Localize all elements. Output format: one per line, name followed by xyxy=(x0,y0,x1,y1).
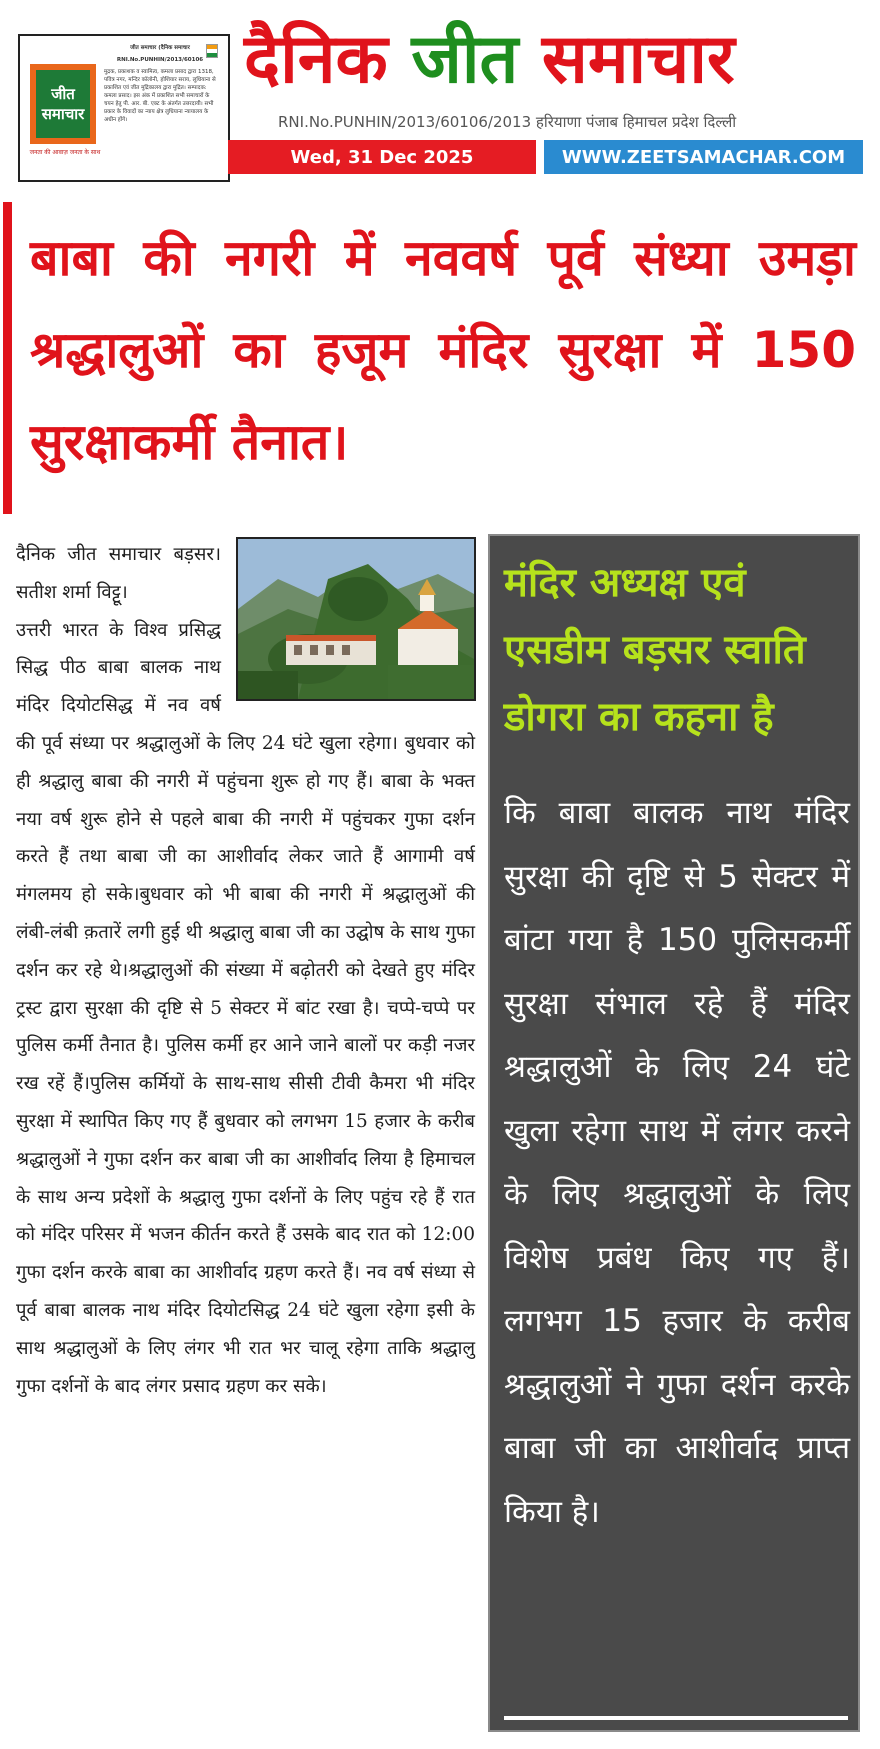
website-link[interactable]: WWW.ZEETSAMACHAR.COM xyxy=(544,140,863,174)
imprint-rni: RNI.No.PUNHIN/2013/60106 xyxy=(116,57,204,63)
imprint-body: मुद्रक, प्रकाशक व स्वामित्व, कमला प्रसाद द्वारा 1318, पवित्र नगर, मन्दिर कॉलोनी, होशियार सराय, लुधियाना से प्रकाशित एवं जीत मुद्रिकालय द्वारा मुद्रित। सम्पादक: कमला प्रसाद। इस अंक में प्रकाशित सभी समाचारों के चयन हेतु पी. आर. बी. एक्ट के अंतर्गत उत्तरदायी। सभी प्रकार के विवादों का न्याय क्षेत्र लुधियाना न्यायालय के अधीन होंगे। xyxy=(104,69,216,123)
newspaper-logo xyxy=(30,64,96,144)
headline-accent-bar xyxy=(3,202,12,514)
sidebar-text: कि बाबा बालक नाथ मंदिर सुरक्षा की दृष्टि से 5 सेक्टर में बांटा गया है 150 पुलिसकर्मी सुरक्षा संभाल रहे हैं मंदिर श्रद्धालुओं के लिए 24 घंटे खुला रहेगा साथ में लंगर करने के लिए श्रद्धालुओं के लिए विशेष प्रबंध किए गए हैं।लगभग 15 हजार के करीब श्रद्धालुओं ने गुफा दर्शन करके बाबा जी का आशीर्वाद प्राप्त किया है। xyxy=(504,795,850,1530)
imprint-heading: जीत समाचार (दैनिक समाचार xyxy=(130,45,190,51)
quote-sidebar xyxy=(488,534,860,1732)
title-part-jeet: जीत xyxy=(411,20,519,99)
sidebar-rule xyxy=(504,1716,848,1720)
newspaper-title xyxy=(244,16,864,104)
sidebar-title: मंदिर अध्यक्ष एवं एसडीम बड़सर स्वाति डोगरा का कहना है xyxy=(504,560,806,740)
title-part-dainik: दैनिक xyxy=(244,20,388,99)
india-flag-icon xyxy=(206,44,218,58)
logo-caption: जनता की आवाज़ जनता के साथ xyxy=(29,149,101,156)
imprint-box xyxy=(18,34,230,182)
imprint-text xyxy=(104,44,216,124)
date-bar: Wed, 31 Dec 2025 xyxy=(228,140,536,174)
logo-text-line1: जीत xyxy=(51,85,75,103)
headline: बाबा की नगरी में नववर्ष पूर्व संध्या उमड़ा श्रद्धालुओं का हजूम मंदिर सुरक्षा में 150 सुरक्षाकर्मी तैनात। xyxy=(30,229,856,471)
rni-line: RNI.No.PUNHIN/2013/60106/2013 हरियाणा पंजाब हिमाचल प्रदेश दिल्ली xyxy=(278,113,737,131)
article-body xyxy=(16,536,475,1405)
article-dateline: दैनिक जीत समाचार बड़सर। सतीश शर्मा विट्टू। xyxy=(16,544,221,603)
photo-placeholder xyxy=(235,538,475,700)
article-text: उत्तरी भारत के विश्व प्रसिद्ध सिद्ध पीठ बाबा बालक नाथ मंदिर दियोटसिद्ध में नव वर्ष की पूर्व संध्या पर श्रद्धालुओं के लिए 24 घंटे खुला रहेगा। बुधवार को ही श्रद्धालु बाबा की नगरी में पहुंचना शुरू हो गए हैं। बाबा के भक्त नया वर्ष शुरू होने से पहले बाबा की नगरी में पहुंचकर गुफा दर्शन करते हैं तथा बाबा जी का आशीर्वाद लेकर जाते हैं आगामी वर्ष मंगलमय हो सके।बुधवार को भी बाबा की नगरी में श्रद्धालुओं की लंबी-लंबी क़तारें लगी हुई थी श्रद्धालु बाबा जी का उद्घोष के साथ गुफा दर्शन कर रहे थे।श्रद्धालुओं की संख्या में बढ़ोतरी को देखते हुए मंदिर ट्रस्ट द्वारा सुरक्षा की दृष्टि से 5 सेक्टर में बांट रखा है। चप्पे-चप्पे पर पुलिस कर्मी तैनात है। पुलिस कर्मी हर आने जाने बालों पर कड़ी नजर रख रहें हैं।पुलिस कर्मियों के साथ-साथ सीसी टीवी कैमरा भी मंदिर सुरक्षा में स्थापित किए गए हैं बुधवार को लगभग 15 हजार के करीब श्रद्धालुओं ने गुफा दर्शन कर बाबा जी का आशीर्वाद लिया है हिमाचल के साथ अन्य प्रदेशों के श्रद्धालु गुफा दर्शनों के लिए पहुंच रहे हैं रात को मंदिर परिसर में भजन कीर्तन करते हैं उसके बाद रात को 12:00 गुफा दर्शन करके बाबा का आशीर्वाद ग्रहण करते हैं। नव वर्ष संध्या से पूर्व बाबा बालक नाथ मंदिर दियोटसिद्ध 24 घंटे खुला रहेगा इसी के साथ श्रद्धालुओं के लिए लंगर भी रात भर चालू रहेगा ताकि श्रद्धालु गुफा दर्शनों के बाद लंगर प्रसाद ग्रहण कर सके। xyxy=(16,619,475,1397)
logo-text-line2: समाचार xyxy=(41,105,85,123)
title-part-samachar: समाचार xyxy=(541,20,735,99)
masthead xyxy=(18,20,863,182)
